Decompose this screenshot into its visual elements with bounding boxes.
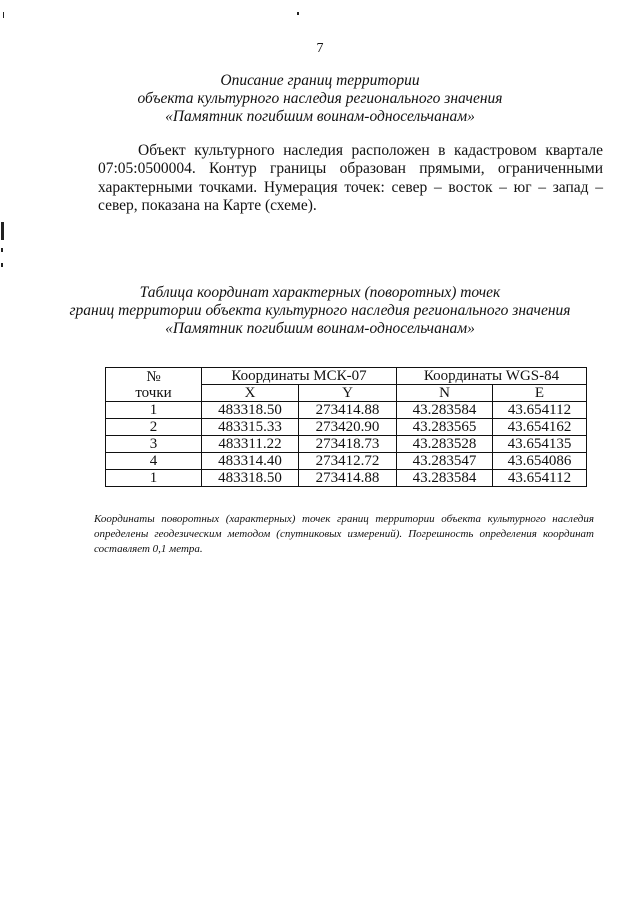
cell-e: 43.654086 (493, 453, 587, 470)
cell-x: 483318.50 (202, 470, 299, 487)
cell-n: 43.283565 (397, 419, 493, 436)
cell-e: 43.654135 (493, 436, 587, 453)
cell-x: 483318.50 (202, 402, 299, 419)
cell-y: 273414.88 (299, 402, 397, 419)
heading-line: Описание границ территории (220, 72, 420, 89)
description-heading (0, 72, 640, 126)
heading-line: границ территории объекта культурного наследия регионального значения (69, 302, 571, 319)
point-number-header (106, 368, 202, 402)
cell-n: 43.283547 (397, 453, 493, 470)
col-n-header: N (397, 385, 493, 402)
scan-mark (1, 248, 3, 252)
table-row (106, 453, 587, 470)
cell-x: 483315.33 (202, 419, 299, 436)
col-x-header: X (202, 385, 299, 402)
point-number-label: точки (135, 384, 172, 401)
msk-header: Координаты МСК-07 (202, 368, 397, 385)
cell-y: 273420.90 (299, 419, 397, 436)
scan-mark (297, 12, 299, 15)
heading-line: «Памятник погибшим воинам-односельчанам» (165, 108, 475, 125)
col-e-header: E (493, 385, 587, 402)
cell-y: 273418.73 (299, 436, 397, 453)
coordinates-table (105, 367, 587, 487)
col-y-header: Y (299, 385, 397, 402)
cell-point-no: 3 (106, 436, 202, 453)
table-row (106, 402, 587, 419)
cell-x: 483311.22 (202, 436, 299, 453)
scan-mark (3, 12, 4, 18)
heading-line: «Памятник погибшим воинам-односельчанам» (165, 320, 475, 337)
table-header-row (106, 368, 587, 385)
cell-point-no: 1 (106, 470, 202, 487)
cell-y: 273414.88 (299, 470, 397, 487)
table-row (106, 470, 587, 487)
footnote: Координаты поворотных (характерных) точек границ территории объекта культурного наследия определены геодезическим методом (спутниковых измерений). Погрешность определения координат составляет 0,1 метра. (94, 513, 594, 555)
cell-n: 43.283584 (397, 402, 493, 419)
heading-line: объекта культурного наследия регионального значения (137, 90, 503, 107)
cell-e: 43.654162 (493, 419, 587, 436)
cell-e: 43.654112 (493, 402, 587, 419)
cell-n: 43.283528 (397, 436, 493, 453)
wgs-header: Координаты WGS-84 (397, 368, 587, 385)
scan-mark (1, 263, 3, 267)
cell-point-no: 4 (106, 453, 202, 470)
table-heading (0, 284, 640, 338)
cell-y: 273412.72 (299, 453, 397, 470)
heading-line: Таблица координат характерных (поворотных) точек (139, 284, 501, 301)
page-number: 7 (316, 41, 324, 56)
description-paragraph: Объект культурного наследия расположен в кадастровом квартале 07:05:0500004. Контур границы образован прямыми, ограниченными характерными точками. Нумерация точек: север – восток – юг – запад – север, показана на Карте (схеме). (98, 142, 603, 214)
cell-x: 483314.40 (202, 453, 299, 470)
cell-n: 43.283584 (397, 470, 493, 487)
table-row (106, 419, 587, 436)
point-number-symbol: № (146, 368, 161, 385)
table-row (106, 436, 587, 453)
cell-e: 43.654112 (493, 470, 587, 487)
cell-point-no: 1 (106, 402, 202, 419)
scan-mark (1, 222, 4, 240)
cell-point-no: 2 (106, 419, 202, 436)
